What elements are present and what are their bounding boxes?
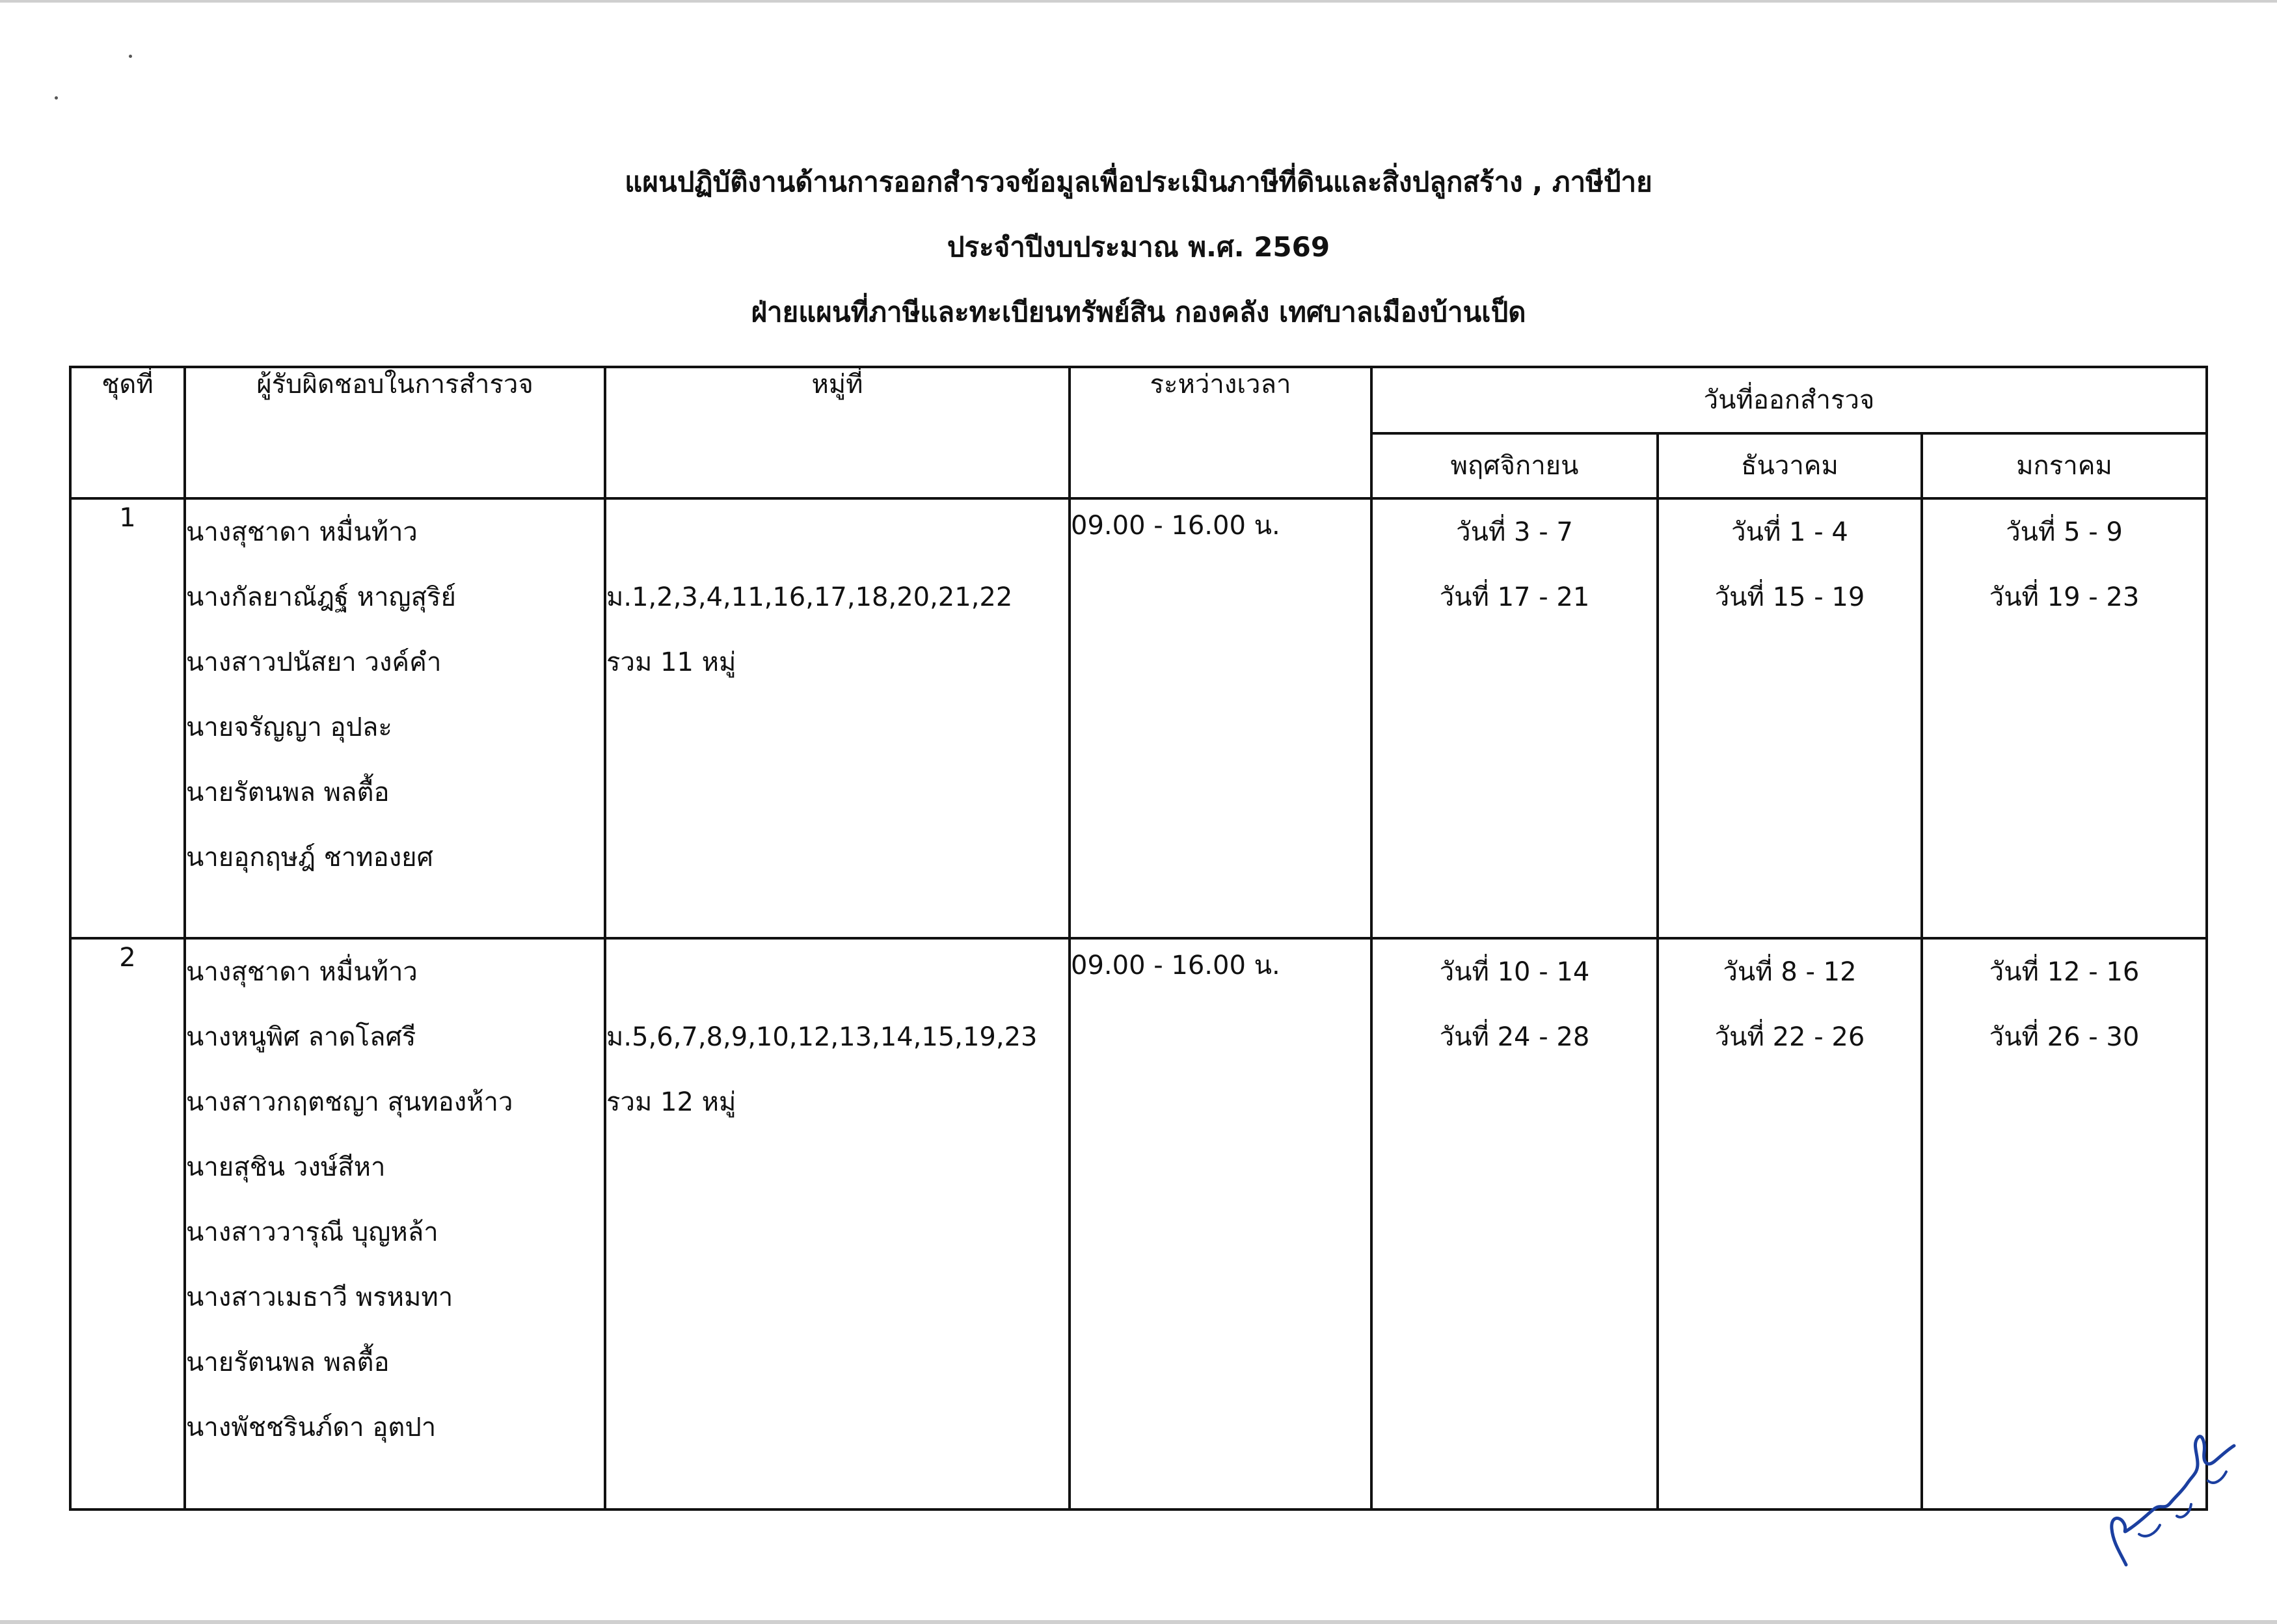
- scan-speck: [129, 55, 132, 58]
- header-time: ระหว่างเวลา: [1070, 367, 1371, 498]
- dates-december: [1658, 498, 1922, 938]
- village-cell: [605, 938, 1070, 1509]
- responsible-person: นายสุชิน วงษ์สีหา: [186, 1152, 386, 1182]
- responsible-person: นางสาวเมธาวี พรหมทา: [186, 1282, 453, 1312]
- date-range: วันที่ 24 - 28: [1439, 1022, 1590, 1052]
- date-range: วันที่ 12 - 16: [1989, 957, 2140, 987]
- scan-speck: [55, 96, 58, 100]
- header-month-december: ธันวาคม: [1658, 433, 1922, 498]
- village-list: ม.1,2,3,4,11,16,17,18,20,21,22: [606, 582, 1013, 612]
- responsible-person: นางกัลยาณัฎฐ์ หาญสุริย์: [186, 582, 456, 612]
- set-number: 1: [70, 498, 185, 938]
- time-range: 09.00 - 16.00 น.: [1070, 498, 1371, 938]
- responsible-person: นายอุกฤษฎ์ ชาทองยศ: [186, 843, 433, 873]
- scan-edge-top: [0, 0, 2277, 3]
- responsible-person: นางสุชาดา หมื่นท้าว: [186, 517, 418, 547]
- responsible-person: นางสาววารุณี บุญหล้า: [186, 1217, 438, 1247]
- document-title: แผนปฏิบัติงานด้านการออกสำรวจข้อมูลเพื่อประเมินภาษีที่ดินและสิ่งปลูกสร้าง , ภาษีป้าย: [625, 166, 1652, 198]
- set-number: 2: [70, 938, 185, 1509]
- village-total: รวม 11 หมู่: [606, 647, 736, 677]
- responsible-person: นายรัตนพล พลตื้อ: [186, 778, 390, 807]
- responsible-person: นายจรัญญา อุปละ: [186, 712, 392, 742]
- header-month-january: มกราคม: [1922, 433, 2207, 498]
- responsible-person: นางหนูพิศ ลาดโลศรี: [186, 1022, 416, 1052]
- document-header: [0, 150, 2277, 345]
- header-responsible: ผู้รับผิดชอบในการสำรวจ: [185, 367, 605, 498]
- time-range: 09.00 - 16.00 น.: [1070, 938, 1371, 1509]
- dates-december: [1658, 938, 1922, 1509]
- date-range: วันที่ 5 - 9: [2006, 517, 2123, 547]
- date-range: วันที่ 17 - 21: [1439, 582, 1590, 612]
- responsible-list: [185, 938, 605, 1509]
- date-range: วันที่ 22 - 26: [1714, 1022, 1865, 1052]
- table-row: [70, 938, 2207, 1509]
- dates-november: [1371, 498, 1658, 938]
- village-total: รวม 12 หมู่: [606, 1087, 736, 1117]
- date-range: วันที่ 10 - 14: [1439, 957, 1590, 987]
- responsible-person: นายรัตนพล พลตื้อ: [186, 1347, 390, 1377]
- date-range: วันที่ 3 - 7: [1456, 517, 1573, 547]
- responsible-person: นางสาวปนัสยา วงค์คำ: [186, 647, 442, 677]
- dates-january: [1922, 498, 2207, 938]
- date-range: วันที่ 1 - 4: [1731, 517, 1848, 547]
- responsible-person: นางสุชาดา หมื่นท้าว: [186, 957, 418, 987]
- responsible-person: นางสาวกฤตชญา สุนทองห้าว: [186, 1087, 513, 1117]
- date-range: วันที่ 26 - 30: [1989, 1022, 2140, 1052]
- date-range: วันที่ 8 - 12: [1723, 957, 1857, 987]
- header-village: หมู่ที่: [605, 367, 1070, 498]
- table-row: [70, 498, 2207, 938]
- handwritten-signature-icon: [2100, 1418, 2250, 1575]
- responsible-person: นางพัชชรินภ์ดา อุตปา: [186, 1413, 437, 1442]
- header-row: [70, 367, 2207, 433]
- header-set-no: ชุดที่: [70, 367, 185, 498]
- date-range: วันที่ 15 - 19: [1714, 582, 1865, 612]
- survey-plan-table: [69, 366, 2208, 1511]
- responsible-list: [185, 498, 605, 938]
- header-survey-date: วันที่ออกสำรวจ: [1371, 367, 2207, 433]
- fiscal-year-line: ประจำปีงบประมาณ พ.ศ. 2569: [947, 231, 1330, 263]
- date-range: วันที่ 19 - 23: [1989, 582, 2140, 612]
- village-cell: [605, 498, 1070, 938]
- department-line: ฝ่ายแผนที่ภาษีและทะเบียนทรัพย์สิน กองคลัง เทศบาลเมืองบ้านเป็ด: [751, 296, 1526, 328]
- dates-november: [1371, 938, 1658, 1509]
- scan-edge-bottom: [0, 1620, 2277, 1624]
- header-month-november: พฤศจิกายน: [1371, 433, 1658, 498]
- village-list: ม.5,6,7,8,9,10,12,13,14,15,19,23: [606, 1022, 1038, 1052]
